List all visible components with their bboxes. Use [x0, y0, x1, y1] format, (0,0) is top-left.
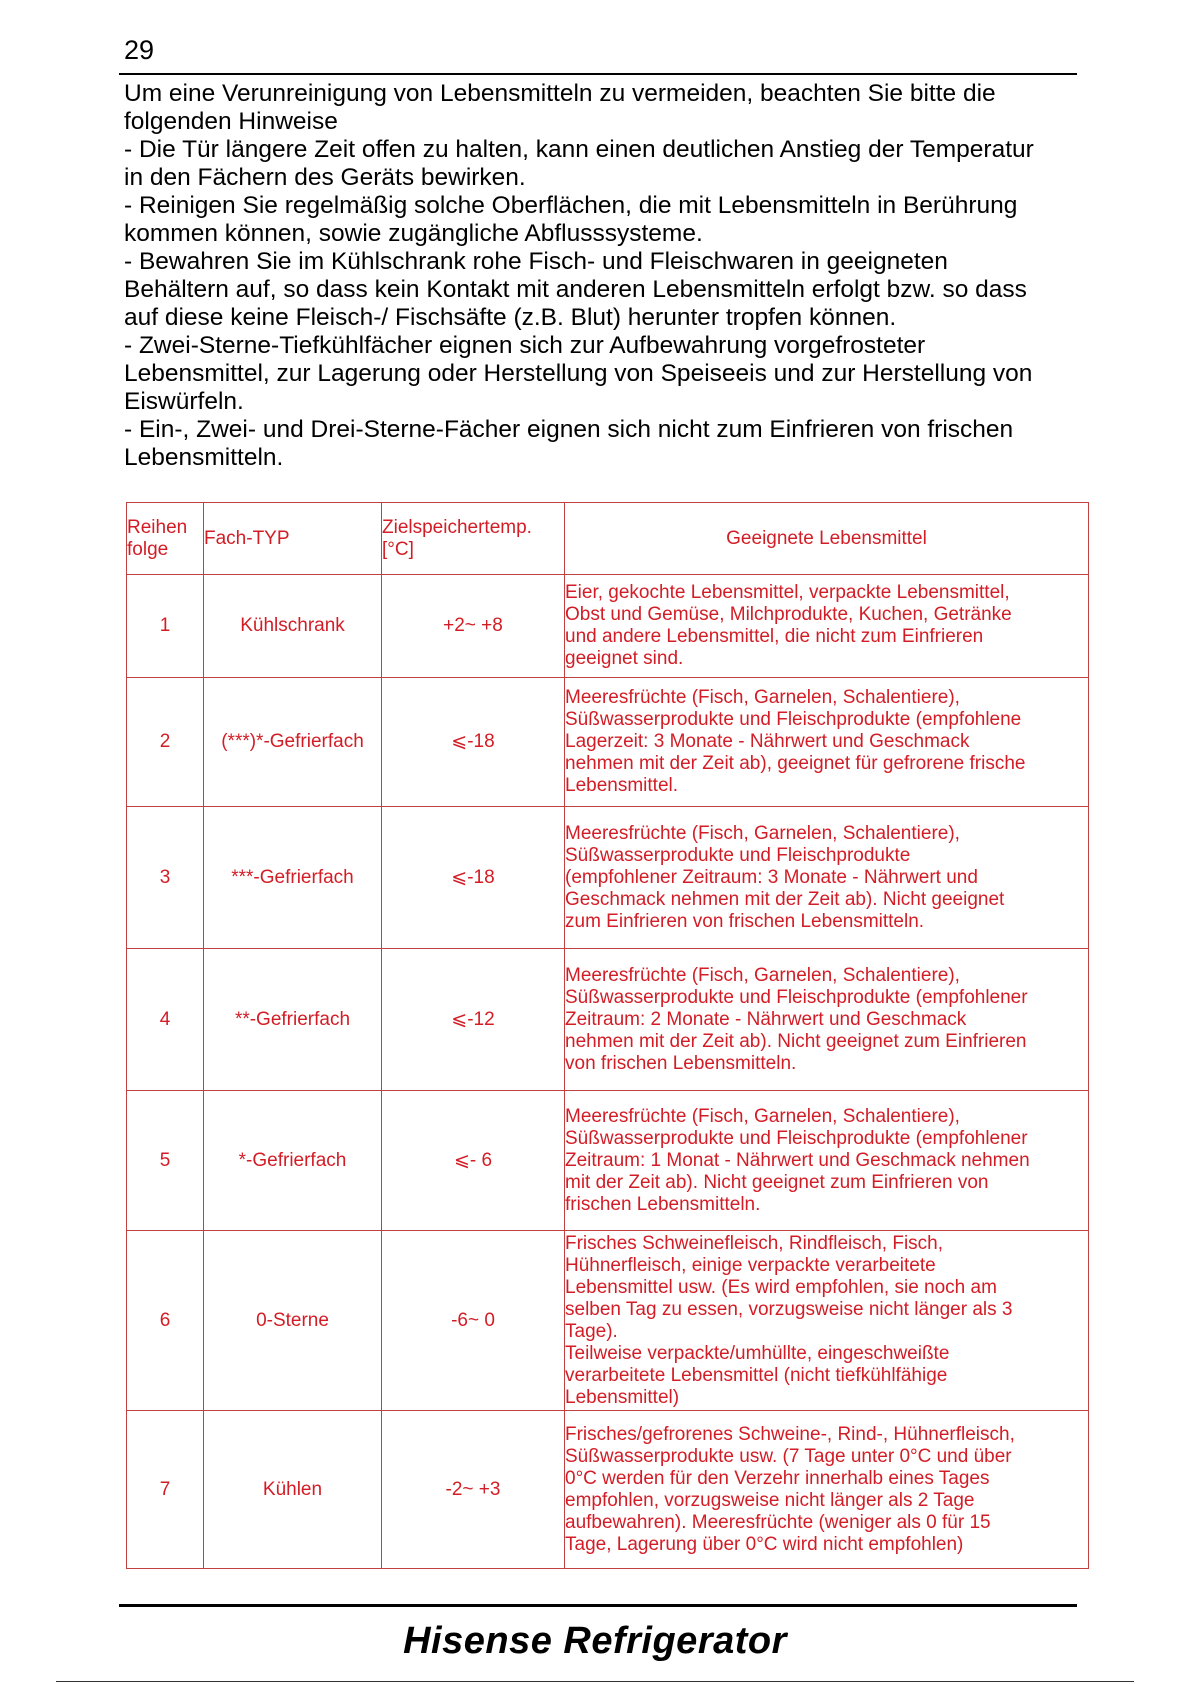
row-order: 1 [127, 575, 204, 678]
food-line: selben Tag zu essen, vorzugsweise nicht länger als 3 [565, 1298, 1013, 1320]
table-row [127, 575, 1089, 678]
food-line: Süßwasserprodukte und Fleischprodukte [565, 844, 911, 866]
food-line: Meeresfrüchte (Fisch, Garnelen, Schalentiere), [565, 687, 960, 708]
header-rule [119, 73, 1077, 75]
row-order: 2 [127, 678, 204, 807]
food-line: aufbewahren). Meeresfrüchte (weniger als 0 für 15 [565, 1511, 991, 1533]
row-type: *-Gefrierfach [204, 1091, 382, 1231]
food-line: geeignet sind. [565, 648, 684, 669]
food-line: Eier, gekochte Lebensmittel, verpackte Lebensmittel, [565, 582, 1010, 603]
row-temp: ⩽-18 [382, 678, 565, 807]
food-line: Obst und Gemüse, Milchprodukte, Kuchen, Getränke [565, 604, 1012, 625]
row-order: 3 [127, 807, 204, 949]
row-order: 5 [127, 1091, 204, 1231]
food-line: Lebensmittel) [565, 1386, 680, 1408]
intro-line: - Die Tür längere Zeit offen zu halten, kann einen deutlichen Anstieg der Temperatur [124, 136, 1034, 163]
row-type: Kühlschrank [204, 575, 382, 678]
intro-line: Um eine Verunreinigung von Lebensmitteln zu vermeiden, beachten Sie bitte die [124, 80, 996, 107]
row-type: ***-Gefrierfach [204, 807, 382, 949]
intro-line: in den Fächern des Geräts bewirken. [124, 164, 526, 191]
food-line: Tage, Lagerung über 0°C wird nicht empfohlen) [565, 1533, 964, 1555]
food-line: mit der Zeit ab). Nicht geeignet zum Einfrieren von [565, 1171, 989, 1193]
page-number: 29 [124, 35, 155, 65]
row-type: (***)*-Gefrierfach [204, 678, 382, 807]
footer-rule [119, 1604, 1077, 1607]
food-line: Frisches Schweinefleisch, Rindfleisch, Fisch, [565, 1232, 944, 1254]
food-line: Tage). [565, 1320, 618, 1342]
row-order: 6 [127, 1231, 204, 1411]
food-line: Süßwasserprodukte und Fleischprodukte (empfohlener [565, 986, 1028, 1008]
food-line: Geschmack nehmen mit der Zeit ab). Nicht geeignet [565, 888, 1005, 910]
row-food [565, 575, 1089, 678]
header-temp [382, 503, 565, 575]
food-line: Süßwasserprodukte und Fleischprodukte (empfohlene [565, 709, 1022, 730]
intro-line: Lebensmitteln. [124, 444, 284, 471]
row-order: 4 [127, 949, 204, 1091]
food-line: Frisches/gefrorenes Schweine-, Rind-, Hühnerfleisch, [565, 1423, 1015, 1445]
intro-line: - Zwei-Sterne-Tiefkühlfächer eignen sich zur Aufbewahrung vorgefrosteter [124, 332, 926, 359]
row-order: 7 [127, 1411, 204, 1569]
food-line: nehmen mit der Zeit ab). Nicht geeignet zum Einfrieren [565, 1030, 1027, 1052]
row-temp: -6~ 0 [382, 1231, 565, 1411]
food-line: zum Einfrieren von frischen Lebensmitteln. [565, 910, 925, 932]
row-type: 0-Sterne [204, 1231, 382, 1411]
intro-line: folgenden Hinweise [124, 108, 338, 135]
food-line: Zeitraum: 1 Monat - Nährwert und Geschmack nehmen [565, 1149, 1030, 1171]
food-line: Süßwasserprodukte usw. (7 Tage unter 0°C und über [565, 1445, 1012, 1467]
row-type: **-Gefrierfach [204, 949, 382, 1091]
intro-line: kommen können, sowie zugängliche Abflusssysteme. [124, 220, 703, 247]
food-line: und andere Lebensmittel, die nicht zum Einfrieren [565, 626, 984, 647]
intro-line: Eiswürfeln. [124, 388, 244, 415]
row-food [565, 1411, 1089, 1569]
food-line: 0°C werden für den Verzehr innerhalb eines Tages [565, 1467, 990, 1489]
food-line: (empfohlener Zeitraum: 3 Monate - Nährwert und [565, 866, 978, 888]
page-bottom-rule [56, 1681, 1134, 1682]
food-line: Hühnerfleisch, einige verpackte verarbeitete [565, 1254, 936, 1276]
header-temp-line: [°C] [382, 538, 414, 560]
row-temp: -2~ +3 [382, 1411, 565, 1569]
food-line: Zeitraum: 2 Monate - Nährwert und Geschmack [565, 1008, 967, 1030]
food-line: Süßwasserprodukte und Fleischprodukte (empfohlener [565, 1127, 1028, 1149]
intro-text [124, 80, 1074, 472]
food-line: nehmen mit der Zeit ab), geeignet für gefrorene frische [565, 753, 1026, 774]
storage-table [126, 502, 1089, 1569]
food-line: Meeresfrüchte (Fisch, Garnelen, Schalentiere), [565, 1105, 960, 1127]
food-line: empfohlen, vorzugsweise nicht länger als 2 Tage [565, 1489, 975, 1511]
food-line: Meeresfrüchte (Fisch, Garnelen, Schalentiere), [565, 964, 960, 986]
header-type: Fach-TYP [204, 503, 382, 575]
header-order [127, 503, 204, 575]
header-temp-line: Zielspeichertemp. [382, 516, 532, 538]
row-food [565, 949, 1089, 1091]
intro-line: auf diese keine Fleisch-/ Fischsäfte (z.B. Blut) herunter tropfen können. [124, 304, 897, 331]
row-temp: ⩽- 6 [382, 1091, 565, 1231]
intro-line: - Bewahren Sie im Kühlschrank rohe Fisch- und Fleischwaren in geeigneten [124, 248, 948, 275]
row-food [565, 1091, 1089, 1231]
food-line: Lebensmittel. [565, 775, 679, 796]
row-temp: ⩽-12 [382, 949, 565, 1091]
food-line: verarbeitete Lebensmittel (nicht tiefkühlfähige [565, 1364, 948, 1386]
brand-footer: Hisense Refrigerator [403, 1620, 787, 1662]
food-line: Lagerzeit: 3 Monate - Nährwert und Geschmack [565, 731, 970, 752]
header-order-line: Reihen [127, 516, 188, 538]
row-temp: +2~ +8 [382, 575, 565, 678]
intro-line: Behältern auf, so dass kein Kontakt mit anderen Lebensmitteln erfolgt bzw. so dass [124, 276, 1027, 303]
food-line: Meeresfrüchte (Fisch, Garnelen, Schalentiere), [565, 822, 960, 844]
table-row [127, 1091, 1089, 1231]
row-temp: ⩽-18 [382, 807, 565, 949]
table-row [127, 678, 1089, 807]
table-row [127, 949, 1089, 1091]
food-line: frischen Lebensmitteln. [565, 1193, 761, 1215]
row-food [565, 807, 1089, 949]
header-food: Geeignete Lebensmittel [565, 503, 1089, 575]
table-row [127, 807, 1089, 949]
food-line: Lebensmittel usw. (Es wird empfohlen, sie noch am [565, 1276, 997, 1298]
intro-line: Lebensmittel, zur Lagerung oder Herstellung von Speiseeis und zur Herstellung von [124, 360, 1033, 387]
header-order-line: folge [127, 538, 169, 560]
food-line: Teilweise verpackte/umhüllte, eingeschweißte [565, 1342, 950, 1364]
intro-line: - Reinigen Sie regelmäßig solche Oberflächen, die mit Lebensmitteln in Berührung [124, 192, 1018, 219]
table-row [127, 1231, 1089, 1411]
intro-line: - Ein-, Zwei- und Drei-Sterne-Fächer eignen sich nicht zum Einfrieren von frischen [124, 416, 1014, 443]
table-row [127, 1411, 1089, 1569]
row-food [565, 1231, 1089, 1411]
food-line: von frischen Lebensmitteln. [565, 1052, 797, 1074]
row-food [565, 678, 1089, 807]
table-header-row [127, 503, 1089, 575]
row-type: Kühlen [204, 1411, 382, 1569]
